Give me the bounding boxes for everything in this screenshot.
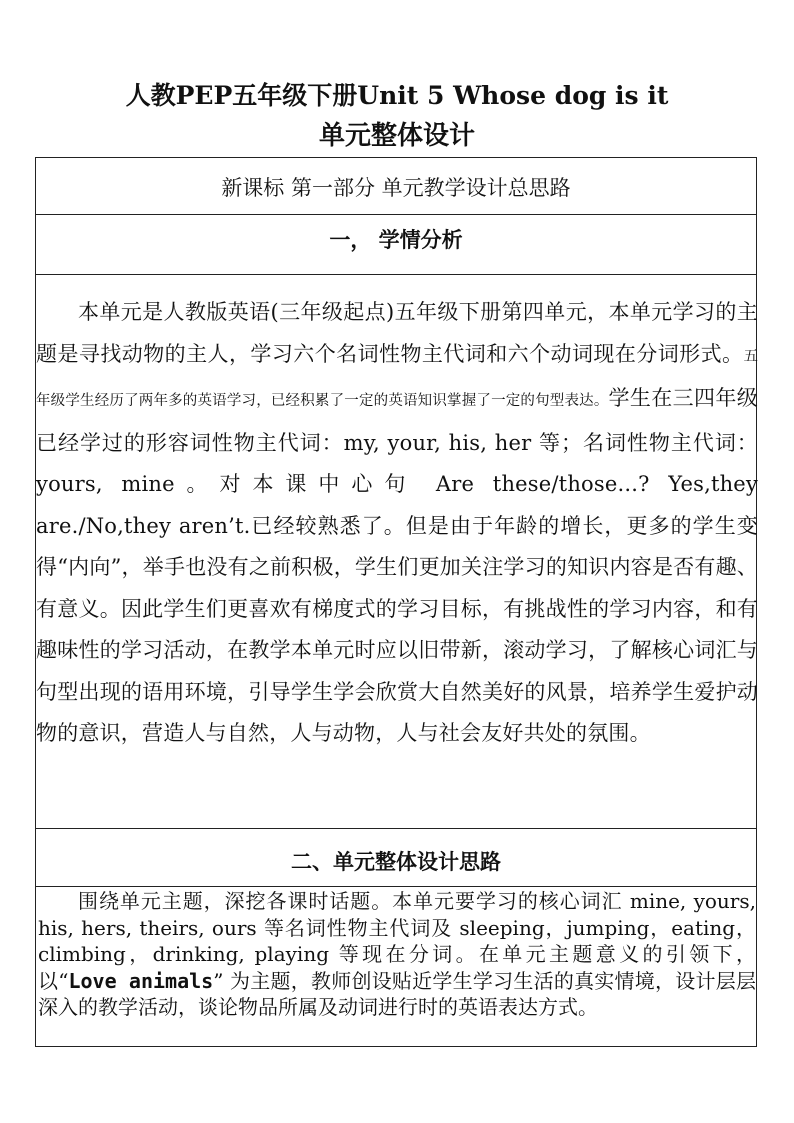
paragraph-text: 学生在三四年级已经学过的形容词性物主代词：my, your, his, her 等；名词性物主代词：yours, mine。对本课中心句 Are these/those...? Yes,they are./No,they aren’t.已经较熟悉了。但是由于年龄的增长，更多的学生变得“内向”，举手也没有之前积极，学生们更加关注学习的知识内容是否有趣、有意义。因此学生们更喜欢有梯度式的学习目标，有挑战性的学习内容，和有趣味性的学习活动，在教学本单元时应以旧带新，滚动学习，了解核心词汇与句型出现的语用环境，引导学生学会欣赏大自然美好的风景，培养学生爱护动物的意识，营造人与自然，人与动物，人与社会友好共处的氛围。: [36, 386, 758, 745]
paragraph-text: 本单元是人教版英语(三年级起点)五年级下册第四单元，本单元学习的主题是寻找动物的主人，学习六个名词性物主代词和六个动词现在分词形式。: [36, 300, 758, 366]
paragraph-text-small: 五年级学生经历了两年多的英语学习，已经积累了一定的英语知识掌握了一定的句型表达。: [36, 348, 758, 409]
paragraph-text: ” 为主题，教师创设贴近学生学习生活的真实情境，设计层层深入的教学活动，谈论物品所属及动词进行时的英语表达方式。: [38, 968, 756, 1019]
table-divider: [36, 886, 756, 887]
table-divider: [36, 828, 756, 829]
table-divider: [36, 214, 756, 215]
theme-emphasis: Love animals: [68, 968, 214, 993]
design-table: [35, 157, 757, 1047]
document-title: 人教PEP五年级下册Unit 5 Whose dog is it: [125, 81, 669, 110]
learner-analysis-paragraph: [36, 292, 758, 755]
design-ideas-paragraph: [38, 888, 756, 1021]
document-subtitle: 单元整体设计: [318, 121, 475, 151]
section-heading-design-ideas: 二、单元整体设计思路: [291, 849, 501, 874]
table-divider: [36, 274, 756, 275]
paragraph-text: 围绕单元主题，深挖各课时话题。本单元要学习的核心词汇 mine, yours, his, hers, theirs, ours 等名词性物主代词及 sleeping，jumping，eating，climbing，drinking, playing 等现在分词。在单元主题意义的引领下，以“: [38, 889, 756, 993]
table-header-row: 新课标 第一部分 单元教学设计总思路: [221, 176, 571, 200]
section-heading-learner-analysis: 一， 学情分析: [329, 227, 463, 252]
